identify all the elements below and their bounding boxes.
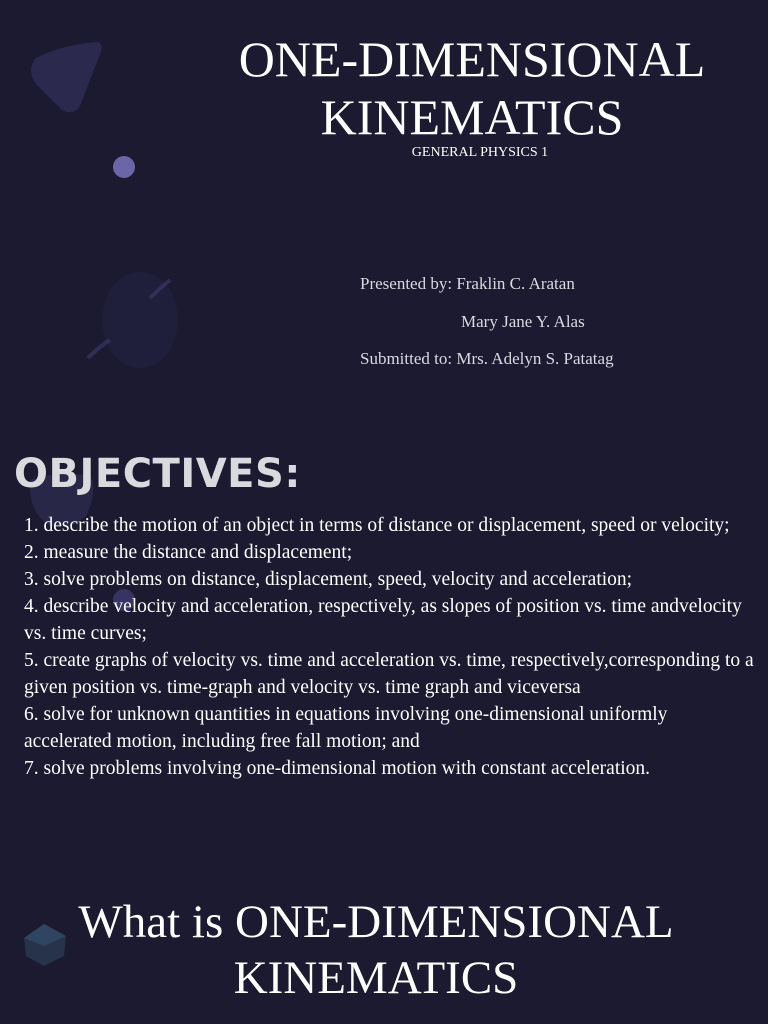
list-item: 1. describe the motion of an object in terms of distance or displacement, speed or velocity; [24,515,730,536]
slide-title [180,30,764,146]
accent-dot [113,156,135,178]
question-slide [0,870,768,1024]
question-line-1: What is ONE-DIMENSIONAL [78,896,674,948]
submitted-to: Submitted to: Mrs. Adelyn S. Patatag [360,349,614,368]
title-line-1: ONE-DIMENSIONAL [238,31,706,87]
slide-subtitle: GENERAL PHYSICS 1 [411,145,549,160]
presented-by: Presented by: Fraklin C. Aratan [360,274,575,293]
list-item: 3. solve problems on distance, displacement, speed, velocity and acceleration; [24,569,633,590]
list-item: 7. solve problems involving one-dimensional motion with constant acceleration. [24,758,651,779]
streak-shape-2 [88,340,110,358]
list-item: 6. solve for unknown quantities in equations involving one-dimensional uniformly accelerated motion, including free fall motion; and [24,704,668,752]
question-line-2: KINEMATICS [233,952,519,1004]
objectives-heading: OBJECTIVES: [14,451,301,497]
list-item: 5. create graphs of velocity vs. time and acceleration vs. time, respectively,corresponding to a given position vs. time-graph and velocity vs. time graph and viceversa [24,650,754,698]
question-title [0,894,752,1006]
co-presenter: Mary Jane Y. Alas [461,312,585,331]
title-line-2: KINEMATICS [320,89,624,145]
objectives-slide [0,420,768,870]
glow-shape [102,272,178,368]
list-item: 2. measure the distance and displacement; [24,542,353,563]
blob-shape [31,42,102,112]
objectives-list [24,512,754,782]
title-slide [0,0,768,420]
list-item: 4. describe velocity and acceleration, respectively, as slopes of position vs. time andvelocity vs. time curves; [24,596,742,644]
